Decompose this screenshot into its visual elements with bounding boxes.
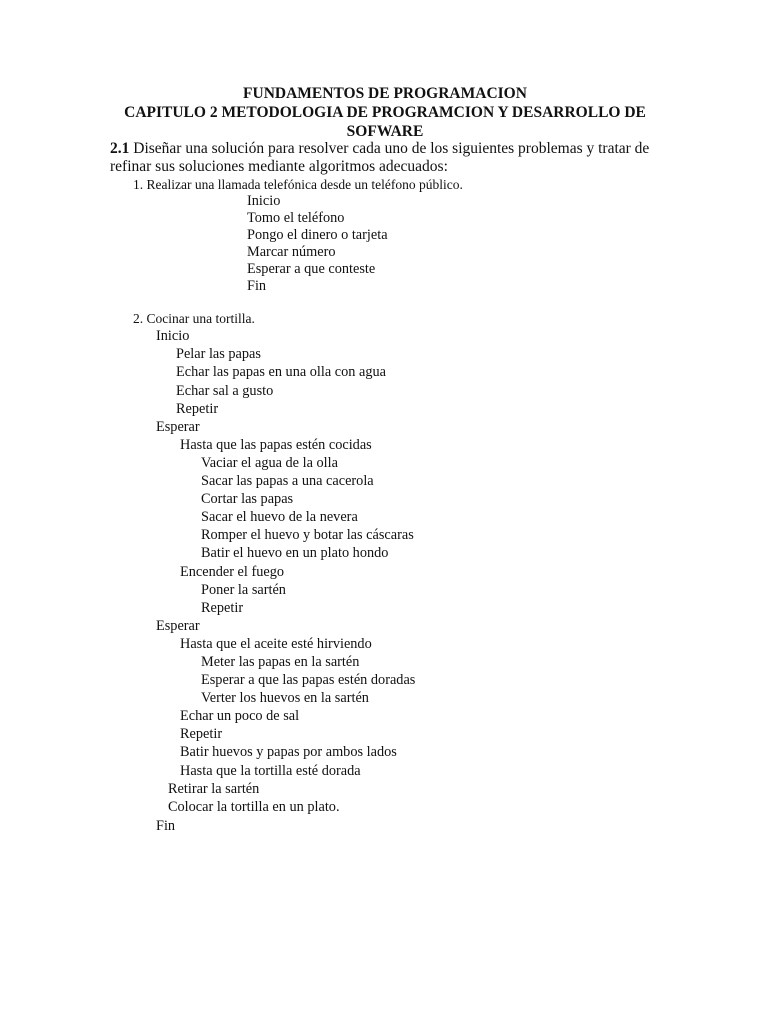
problem-1-step: Tomo el teléfono xyxy=(247,210,345,226)
problem-1-step: Pongo el dinero o tarjeta xyxy=(247,227,388,243)
problem-2-step: Hasta que el aceite esté hirviendo xyxy=(180,636,372,652)
problem-2-step: Sacar el huevo de la nevera xyxy=(201,509,358,525)
problem-1-step: Fin xyxy=(247,278,267,294)
problem-2-step: Esperar xyxy=(156,419,200,435)
problem-2-step: Esperar xyxy=(156,618,200,634)
problem-1-step: Esperar a que conteste xyxy=(247,261,376,277)
problem-2-step: Poner la sartén xyxy=(201,582,286,598)
problem-2-step: Batir el huevo en un plato hondo xyxy=(201,545,389,561)
problem-2-step: Verter los huevos en la sartén xyxy=(201,690,369,706)
problem-2-step: Sacar las papas a una cacerola xyxy=(201,473,374,489)
problem-2-step: Repetir xyxy=(176,401,219,417)
problem-2-step: Echar las papas en una olla con agua xyxy=(176,364,386,380)
problem-2-step: Hasta que las papas estén cocidas xyxy=(180,437,372,453)
problem-2-step: Meter las papas en la sartén xyxy=(201,654,360,670)
problem-2-step: Cortar las papas xyxy=(201,491,294,507)
section-intro xyxy=(110,140,655,176)
section-text: Diseñar una solución para resolver cada uno de los siguientes problemas y tratar de refinar sus soluciones mediante algoritmos adecuados: xyxy=(110,140,650,175)
problem-2-step: Romper el huevo y botar las cáscaras xyxy=(201,527,414,543)
problem-2-step: Pelar las papas xyxy=(176,346,261,362)
section-number: 2.1 xyxy=(110,140,130,157)
problem-2-step: Echar un poco de sal xyxy=(180,708,300,724)
problem-2-step: Vaciar el agua de la olla xyxy=(201,455,338,471)
problem-1-step: Inicio xyxy=(247,193,281,209)
problem-2-step: Repetir xyxy=(201,600,244,616)
problem-2-step: Retirar la sartén xyxy=(168,781,260,797)
problem-2-step: Esperar a que las papas estén doradas xyxy=(201,672,416,688)
problem-2-step: Repetir xyxy=(180,726,223,742)
problem-2-step: Fin xyxy=(156,818,176,834)
document-title: FUNDAMENTOS DE PROGRAMACION xyxy=(243,85,527,102)
problem-2-step: Inicio xyxy=(156,328,190,344)
problem-2-step: Hasta que la tortilla esté dorada xyxy=(180,763,361,779)
problem-2-step: Batir huevos y papas por ambos lados xyxy=(180,744,397,760)
problem-2-step: Encender el fuego xyxy=(180,564,284,580)
problem-2-step: Echar sal a gusto xyxy=(176,383,274,399)
problem-1-heading: 1. Realizar una llamada telefónica desde un teléfono público. xyxy=(133,177,463,192)
problem-2-heading: 2. Cocinar una tortilla. xyxy=(133,311,255,326)
problem-1-step: Marcar número xyxy=(247,244,336,260)
problem-2-step: Colocar la tortilla en un plato. xyxy=(168,799,340,815)
chapter-title: CAPITULO 2 METODOLOGIA DE PROGRAMCION Y DESARROLLO DE SOFWARE xyxy=(124,104,646,140)
